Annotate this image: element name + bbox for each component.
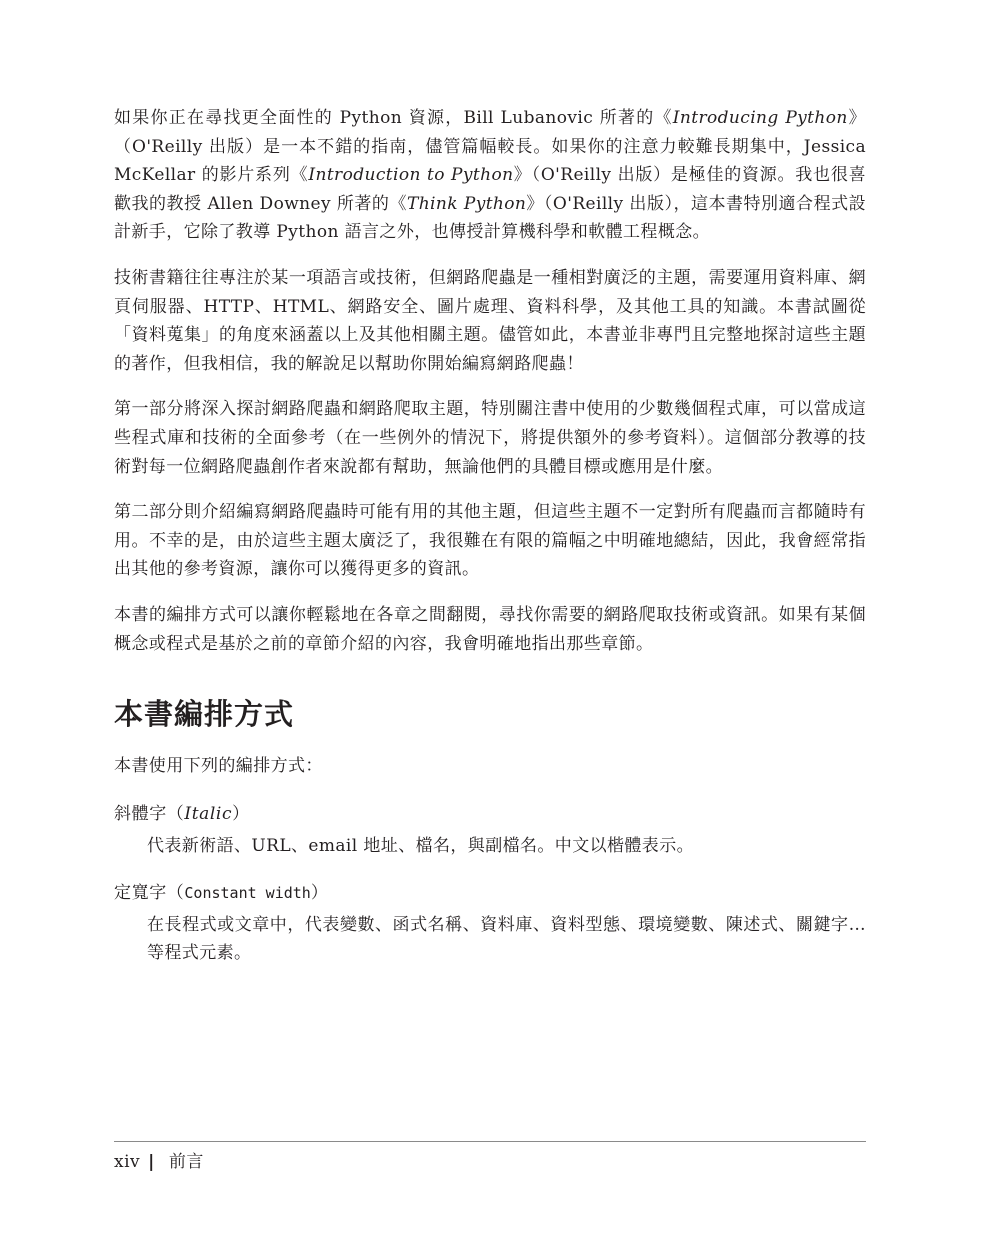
paragraph-part-two: 第二部分則介紹編寫網路爬蟲時可能有用的其他主題，但這些主題不一定對所有爬蟲而言都隨時有用。不幸的是，由於這些主題太廣泛了，我很難在有限的篇幅之中明確地總結，因此，我會經常指出其他的參考資源，讓你可以獲得更多的資訊。 [114,502,866,580]
term-italic-label-end: ） [232,804,250,825]
term-constant-width-label: 定寬字（ [114,882,185,903]
p1-text-a: 如果你正在尋找更全面性的 Python 資源，Bill Lubanovic 所著的《 [114,108,673,128]
term-italic-special: Italic [184,804,233,825]
page-number: xiv [114,1152,141,1172]
page-footer [114,1150,204,1174]
paragraph-scope: 技術書籍往往專注於某一項語言或技術，但網路爬蟲是一種相對廣泛的主題，需要運用資料庫、網頁伺服器、HTTP、HTML、網路安全、圖片處理、資料科學，及其他工具的知識。本書試圖從「資料蒐集」的角度來涵蓋以上及其他相關主題。儘管如此，本書並非專門且完整地探討這些主題的著作，但我相信，我的解說足以幫助你開始編寫網路爬蟲！ [114,267,866,374]
term-italic [114,800,866,828]
term-list [114,800,866,968]
book-title-think-python: Think Python [406,193,527,214]
page-body [114,104,866,986]
paragraph-part-one: 第一部分將深入探討網路爬蟲和網路爬取主題，特別關注書中使用的少數幾個程式庫，可以當成這些程式庫和技術的全面參考（在一些例外的情況下，將提供額外的參考資料）。這個部分教導的技術對每一位網路爬蟲創作者來說都有幫助，無論他們的具體目標或應用是什麼。 [114,399,866,477]
paragraph-organization: 本書的編排方式可以讓你輕鬆地在各章之間翻閱，尋找你需要的網路爬取技術或資訊。如果有某個概念或程式是基於之前的章節介紹的內容，我會明確地指出那些章節。 [114,604,866,654]
footer-divider [114,1141,866,1142]
term-italic-description: 代表新術語、URL、email 地址、檔名，與副檔名。中文以楷體表示。 [147,836,695,857]
video-title-introduction-to-python: Introduction to Python [308,165,514,186]
footer-separator: | [148,1152,155,1172]
term-constant-width-special: Constant width [184,883,311,902]
p1-text-e: 》（O'Reilly 出版）是極佳的資源。我也很喜歡我的教授 Allen Downey 所著的《 [114,165,866,214]
term-italic-label: 斜體字（ [114,804,185,825]
p1-text-g: 》（O'Reilly 出版），這本書特別適合程式設計新手，它除了教導 Python 語言之外，也傳授計算機科學和軟體工程概念。 [114,193,867,243]
section-heading: 本書編排方式 [114,697,295,732]
term-constant-width-label-end: ） [310,882,329,903]
p1-text-c: 》（O'Reilly 出版）是一本不錯的指南，儘管篇幅較長。如果你的注意力較難長期集中，Jessica McKellar 的影片系列《 [114,108,867,186]
term-constant-width [114,879,866,907]
book-title-introducing-python: Introducing Python [672,108,848,128]
section-intro: 本書使用下列的編排方式： [114,756,323,777]
footer-section-name: 前言 [168,1152,204,1172]
paragraph-python-resources [114,104,866,247]
term-constant-width-description: 在長程式或文章中，代表變數、函式名稱、資料庫、資料型態、環境變數、陳述式、關鍵字…等程式元素。 [147,914,866,964]
